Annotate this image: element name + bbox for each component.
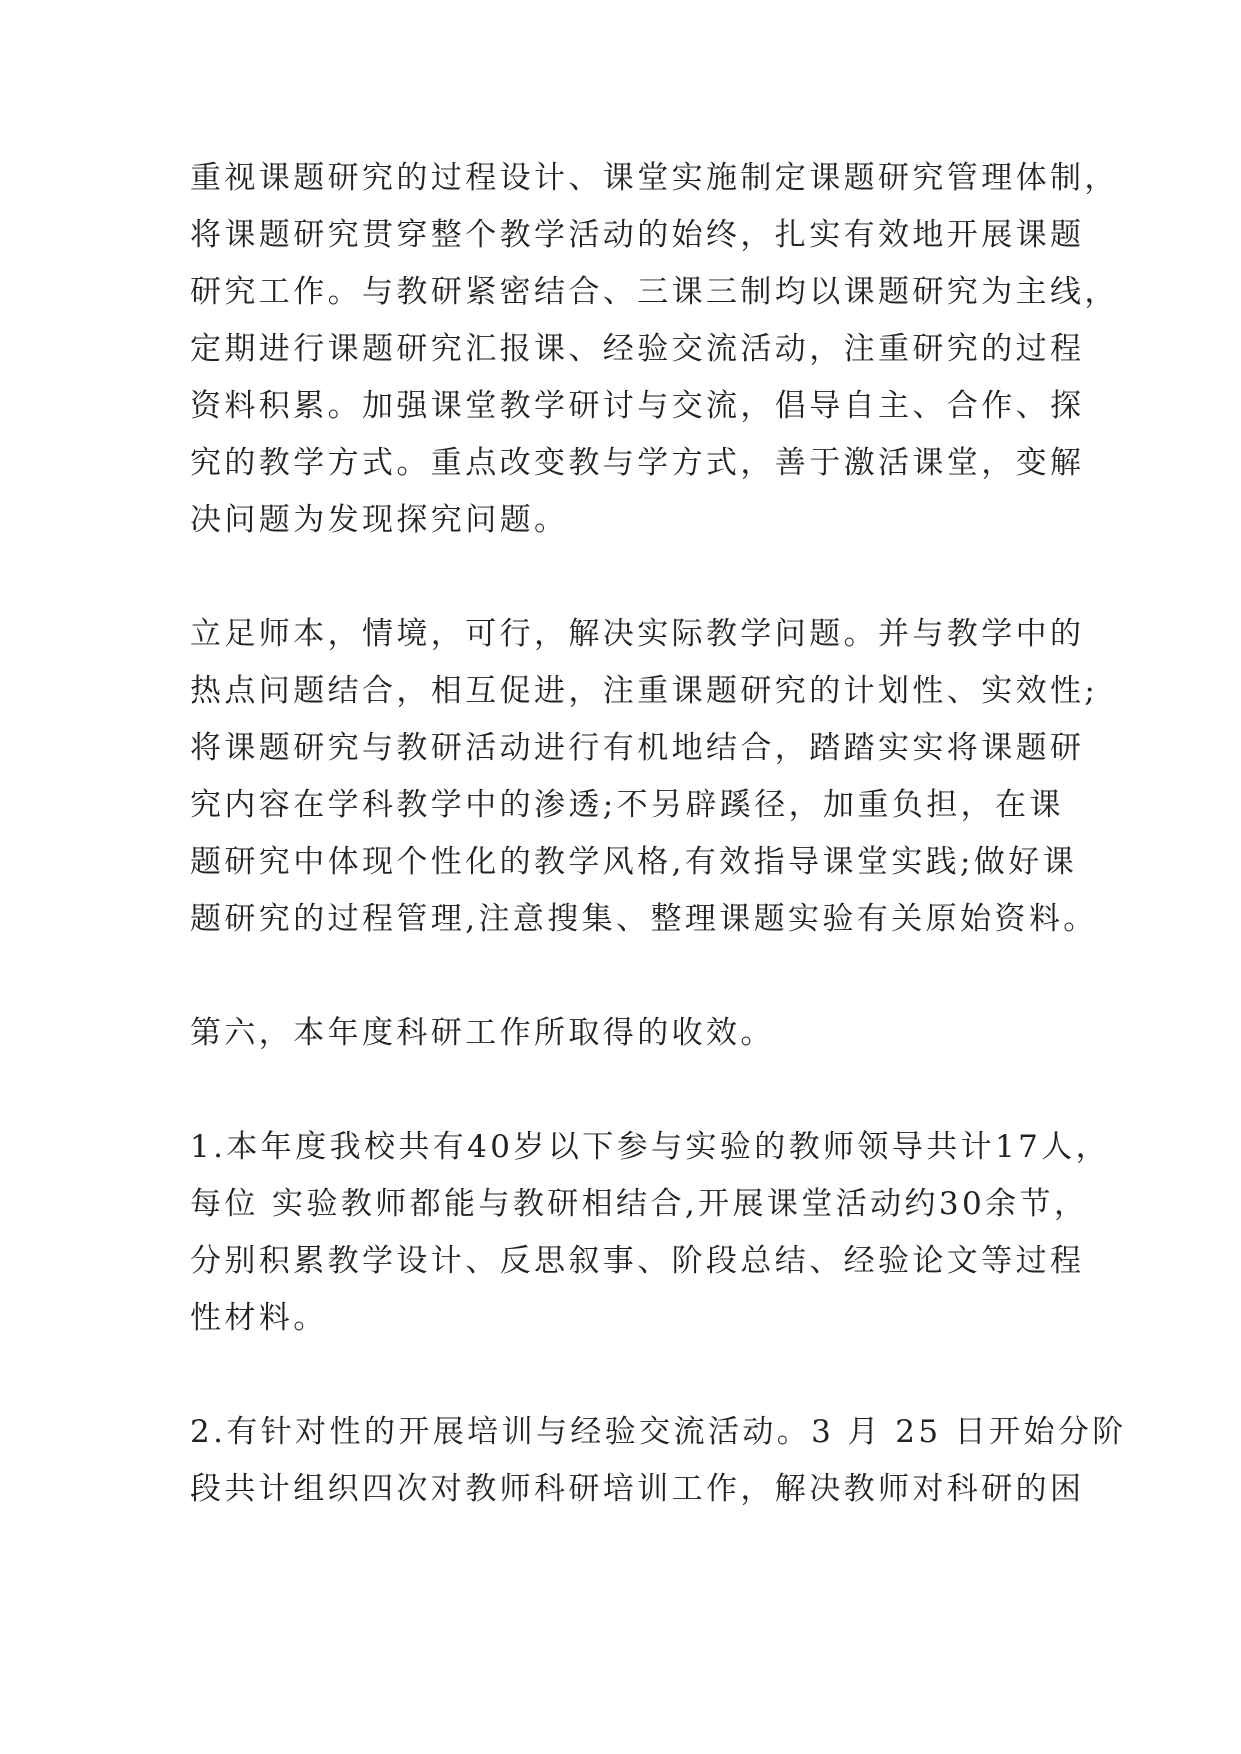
text-line: 决问题为发现探究问题。 — [190, 502, 569, 538]
text-line: 分别积累教学设计、反思叙事、阶段总结、经验论文等过程 — [190, 1243, 1085, 1279]
text-line: 将课题研究与教研活动进行有机地结合，踏踏实实将课题研 — [190, 730, 1085, 766]
text-line: 段共计组织四次对教师科研培训工作，解决教师对科研的困 — [190, 1471, 1085, 1507]
text-line: 研究工作。与教研紧密结合、三课三制均以课题研究为主线， — [190, 274, 1119, 310]
text-line: 定期进行课题研究汇报课、经验交流活动，注重研究的过程 — [190, 331, 1085, 367]
text-line: 题研究的过程管理,注意搜集、整理课题实验有关原始资料。 — [190, 901, 1098, 937]
text-line: 将课题研究贯穿整个教学活动的始终，扎实有效地开展课题 — [190, 217, 1085, 253]
paragraph-research-process — [190, 150, 1119, 549]
document-body — [190, 150, 1127, 1575]
text-line: 性材料。 — [190, 1300, 328, 1336]
heading-line: 第六，本年度科研工作所取得的收效。 — [190, 1015, 775, 1051]
text-line: 1.本年度我校共有40岁以下参与实验的教师领导共计17人， — [190, 1129, 1111, 1165]
text-line: 热点问题结合，相互促进，注重课题研究的计划性、实效性; — [190, 673, 1099, 709]
paragraph-item-2 — [190, 1404, 1127, 1518]
text-line: 资料积累。加强课堂教学研讨与交流，倡导自主、合作、探 — [190, 388, 1085, 424]
paragraph-item-1 — [190, 1119, 1111, 1347]
section-heading-sixth — [190, 1005, 1090, 1062]
text-line: 究内容在学科教学中的渗透;不另辟蹊径，加重负担，在课 — [190, 787, 1064, 823]
text-line: 立足师本，情境，可行，解决实际教学问题。并与教学中的 — [190, 616, 1085, 652]
text-line: 重视课题研究的过程设计、课堂实施制定课题研究管理体制， — [190, 160, 1119, 196]
text-line: 2.有针对性的开展培训与经验交流活动。3 月 25 日开始分阶 — [190, 1414, 1127, 1450]
text-line: 题研究中体现个性化的教学风格,有效指导课堂实践;做好课 — [190, 844, 1078, 880]
paragraph-teacher-based — [190, 606, 1099, 948]
text-line: 究的教学方式。重点改变教与学方式，善于激活课堂，变解 — [190, 445, 1085, 481]
text-line: 每位 实验教师都能与教研相结合,开展课堂活动约30余节， — [190, 1186, 1089, 1222]
